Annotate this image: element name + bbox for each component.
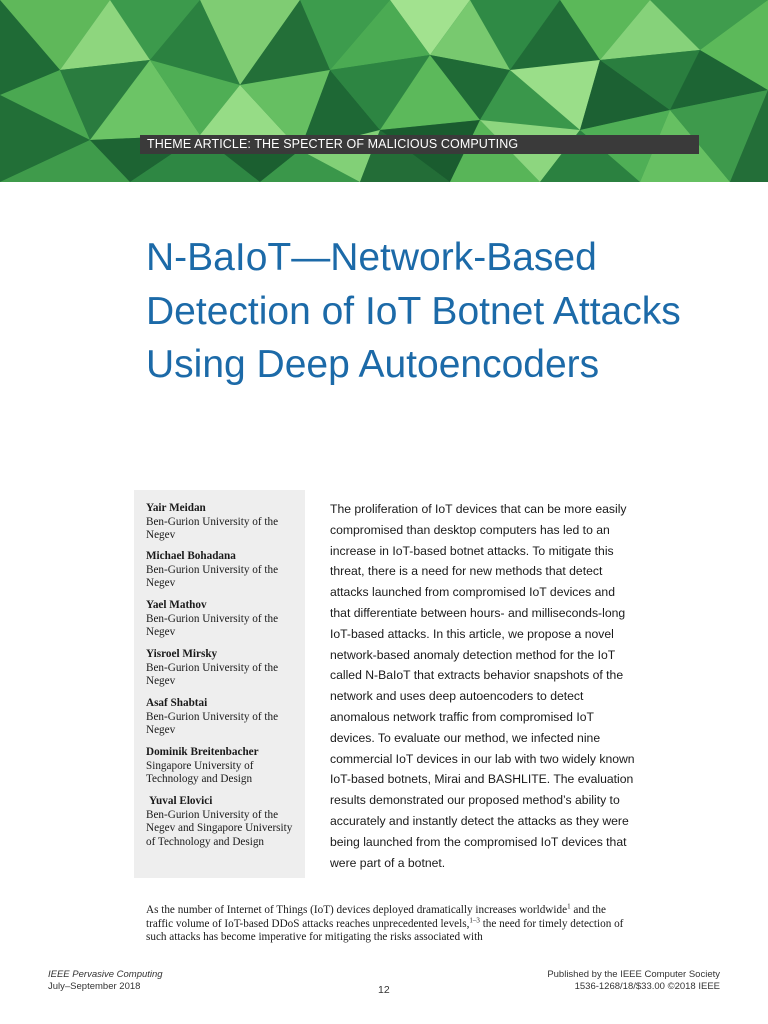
author-name: Yael Mathov [146,599,207,611]
author-name: Yair Meidan [146,502,206,514]
author-entry [146,648,301,689]
author-affiliation: Ben-Gurion University of the Negev [146,661,279,687]
footer-journal-info [48,969,163,993]
body-text-part: the need for timely detection of such attacks has become imperative for mitigating the risks associated with [146,917,624,944]
journal-name: IEEE Pervasive Computing [48,969,163,980]
citation-superscript: 1–3 [469,915,480,924]
article-title: N-BaIoT—Network-Based Detection of IoT Botnet Attacks Using Deep Autoencoders [146,236,681,386]
journal-issue: July–September 2018 [48,981,141,992]
author-entry [146,502,301,543]
author-affiliation: Ben-Gurion University of the Negev [146,612,279,638]
author-name: Dominik Breitenbacher [146,746,259,758]
author-name: Yuval Elovici [149,795,213,807]
copyright: 1536-1268/18/$33.00 ©2018 IEEE [574,981,720,992]
author-affiliation: Singapore University of Technology and Design [146,759,254,785]
author-name: Asaf Shabtai [146,697,208,709]
author-entry [146,599,301,640]
header-banner [0,0,768,182]
body-paragraph [146,904,626,945]
author-entry [146,697,301,738]
polygon-background-image [0,0,768,182]
author-affiliation: Ben-Gurion University of the Negev and Singapore University of Technology and Design [146,808,293,848]
body-text-part: and the traffic volume of IoT-based DDoS attacks reaches unprecedented levels, [146,904,606,930]
footer-publisher-info [547,969,720,993]
page-number: 12 [378,984,390,996]
author-name: Michael Bohadana [146,550,236,562]
author-entry [146,746,301,787]
author-entry [146,550,301,591]
publisher: Published by the IEEE Computer Society [547,969,720,980]
author-affiliation: Ben-Gurion University of the Negev [146,563,279,589]
author-affiliation: Ben-Gurion University of the Negev [146,515,279,541]
theme-article-label: THEME ARTICLE: THE SPECTER OF MALICIOUS COMPUTING [140,135,699,154]
author-name: Yisroel Mirsky [146,648,218,660]
author-affiliation: Ben-Gurion University of the Negev [146,710,279,736]
abstract: The proliferation of IoT devices that can be more easily compromised than desktop computers has led to an increase in IoT-based botnet attacks. To mitigate this threat, there is a need for new methods that detect attacks launched from compromised IoT devices and that differentiate between hours- and milliseconds-long IoT-based attacks. In this article, we propose a novel network-based anomaly detection method for the IoT called N-BaIoT that extracts behavior snapshots of the network and uses deep autoencoders to detect anomalous network traffic from compromised IoT devices. To evaluate our method, we infected nine commercial IoT devices in our lab with two widely known IoT-based botnets, Mirai and BASHLITE. The evaluation results demonstrated our proposed method’s ability to accurately and instantly detect the attacks as they were being launched from the compromised IoT devices that were part of a botnet. [330,502,635,870]
citation-superscript: 1 [567,902,571,911]
body-text-part: As the number of Internet of Things (IoT) devices deployed dramatically increases worldwide [146,904,568,916]
author-entry [146,795,301,849]
